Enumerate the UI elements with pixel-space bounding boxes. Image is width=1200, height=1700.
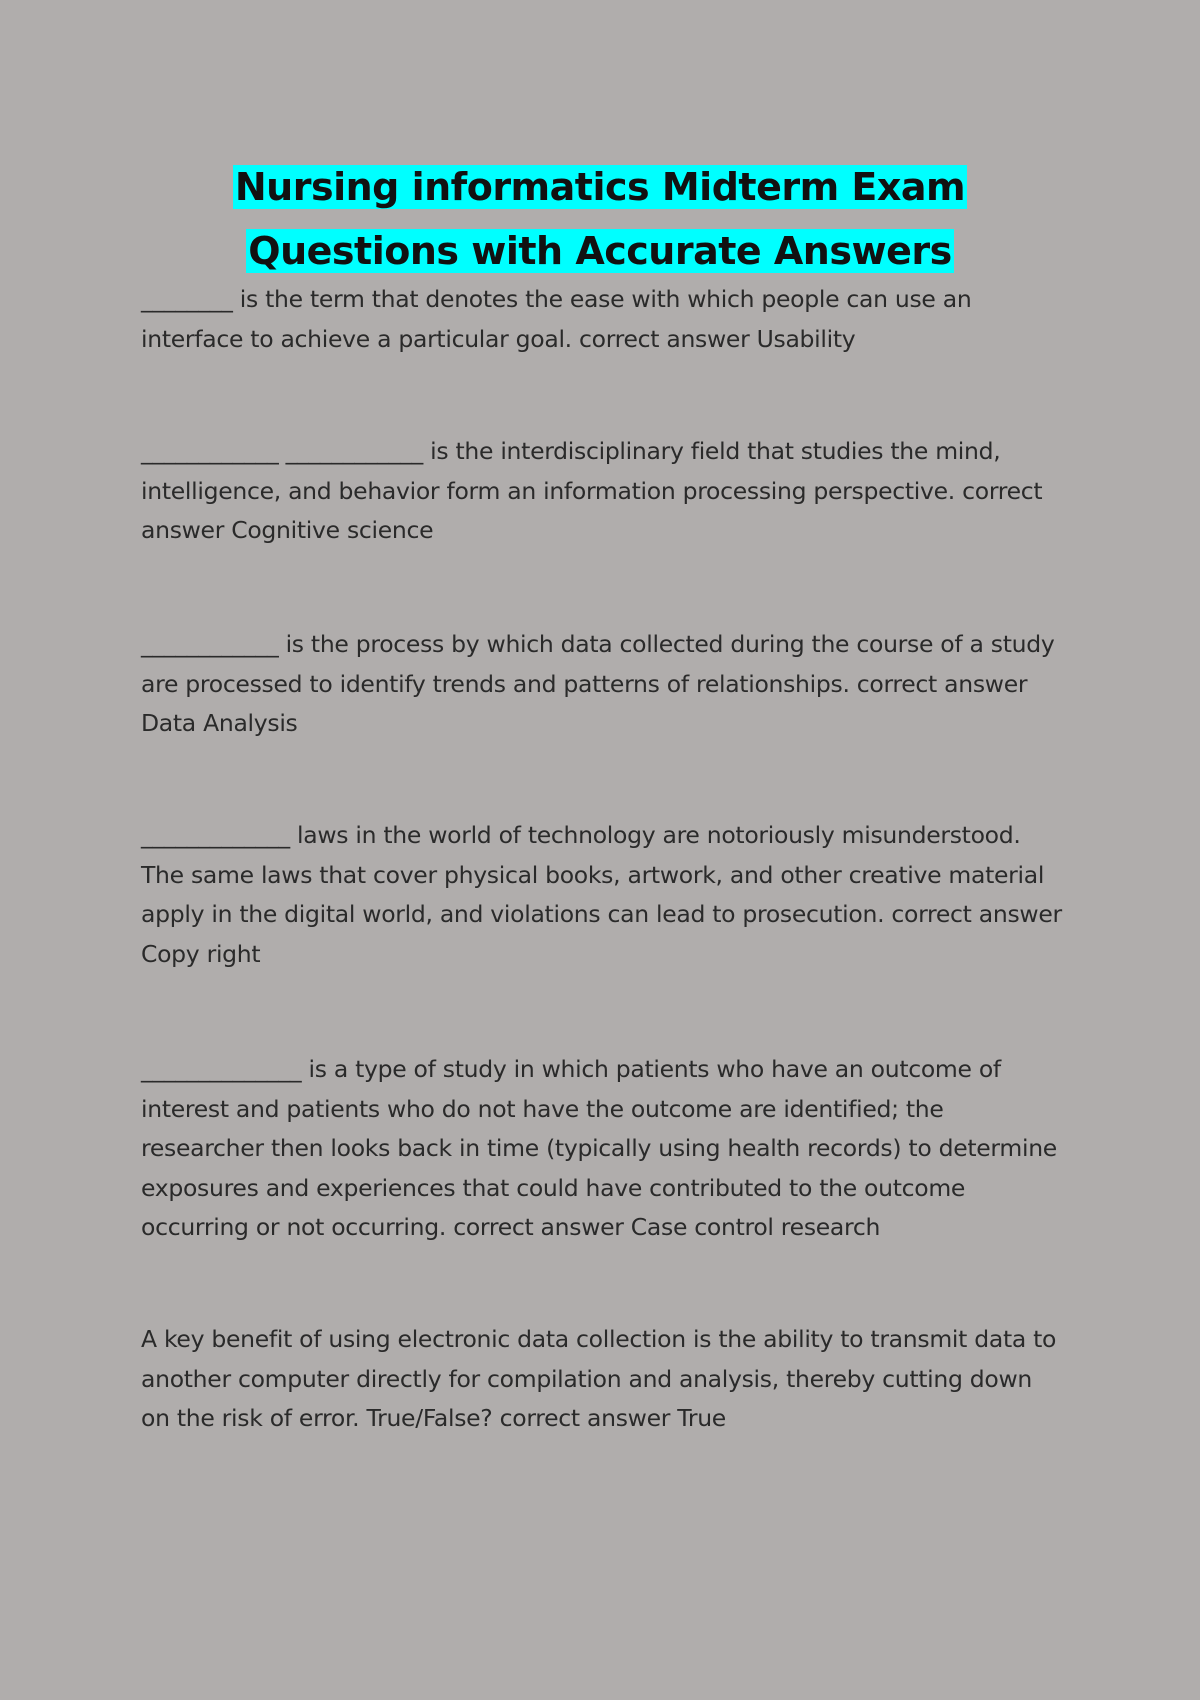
question-text: is a type of study in which patients who have an outcome of interest and patients who do not have the outcome are identified; the researcher then looks back in time (typically using health records) to determine exposures and experiences that could have contributed to the outcome occurring or not occurring. correct answer Case control research: [141, 1055, 1057, 1241]
answer-blank: _____________: [141, 821, 290, 849]
question-item: [141, 625, 1066, 744]
question-item: [141, 816, 1066, 974]
question-item: [141, 432, 1066, 551]
title-highlight: Nursing informatics Midterm Exam Questions with Accurate Answers: [234, 165, 966, 273]
question-text: is the process by which data collected during the course of a study are processed to identify trends and patterns of relationships. correct answer Data Analysis: [141, 630, 1055, 737]
question-item: [141, 1320, 1066, 1439]
question-text: A key benefit of using electronic data collection is the ability to transmit data to another computer directly for compilation and analysis, thereby cutting down on the risk of error. True/False? correct answer True: [141, 1325, 1057, 1432]
question-item: [141, 280, 1066, 359]
question-text: is the interdisciplinary field that studies the mind, intelligence, and behavior form an information processing perspective. correct answer Cognitive science: [141, 437, 1043, 544]
answer-blank: ____________: [141, 630, 279, 658]
question-text: is the term that denotes the ease with which people can use an interface to achieve a particular goal. correct answer Usability: [141, 285, 972, 353]
question-item: [141, 1050, 1066, 1248]
answer-blank: ________: [141, 285, 233, 313]
document-title: [140, 155, 1060, 283]
answer-blank: ____________ ____________: [141, 437, 423, 465]
answer-blank: ______________: [141, 1055, 302, 1083]
question-text: laws in the world of technology are notoriously misunderstood. The same laws that cover physical books, artwork, and other creative material apply in the digital world, and violations can lead to prosecution. correct answer Copy right: [141, 821, 1062, 968]
